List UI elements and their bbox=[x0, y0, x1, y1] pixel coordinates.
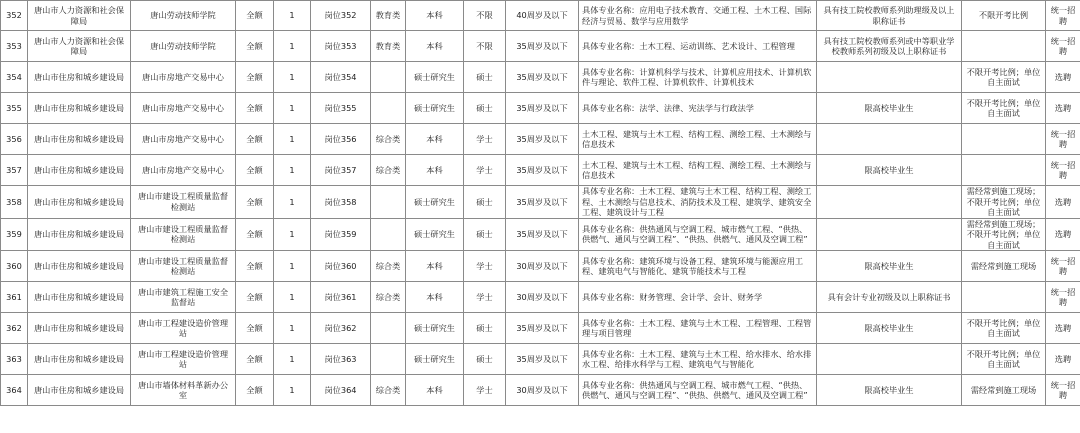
cell-post: 岗位358 bbox=[311, 186, 371, 219]
table-row bbox=[1, 1, 1080, 31]
cell-category: 综合类 bbox=[371, 375, 406, 406]
cell-post: 岗位362 bbox=[311, 313, 371, 344]
cell-major: 具体专业名称：计算机科学与技术、计算机应用技术、计算机软件与理论、软件工程、计算机软件、计算机技术 bbox=[579, 62, 817, 93]
cell-age: 30周岁及以下 bbox=[506, 282, 579, 313]
cell-department: 唐山市人力资源和社会保障局 bbox=[28, 31, 131, 62]
cell-department: 唐山市住房和城乡建设局 bbox=[28, 186, 131, 219]
cell-index: 357 bbox=[1, 155, 28, 186]
cell-unit: 唐山劳动技师学院 bbox=[131, 31, 236, 62]
cell-notes: 不限开考比例；单位自主面试 bbox=[962, 62, 1046, 93]
cell-count: 1 bbox=[274, 251, 311, 282]
cell-major: 具体专业名称：建筑环境与设备工程、建筑环境与能源应用工程、建筑电气与智能化、建筑节能技术与工程 bbox=[579, 251, 817, 282]
cell-index: 352 bbox=[1, 1, 28, 31]
cell-post: 岗位359 bbox=[311, 218, 371, 251]
cell-count: 1 bbox=[274, 1, 311, 31]
cell-degree: 学士 bbox=[464, 155, 506, 186]
cell-age: 35周岁及以下 bbox=[506, 155, 579, 186]
table-row bbox=[1, 344, 1080, 375]
table-row bbox=[1, 31, 1080, 62]
cell-index: 361 bbox=[1, 282, 28, 313]
cell-notes: 不限开考比例；单位自主面试 bbox=[962, 344, 1046, 375]
cell-method: 统一招聘 bbox=[1046, 124, 1080, 155]
cell-method: 选聘 bbox=[1046, 62, 1080, 93]
cell-degree: 硕士 bbox=[464, 93, 506, 124]
cell-major: 具体专业名称：土木工程、运动训练、艺术设计、工程管理 bbox=[579, 31, 817, 62]
cell-post: 岗位363 bbox=[311, 344, 371, 375]
cell-degree: 硕士 bbox=[464, 62, 506, 93]
cell-method: 选聘 bbox=[1046, 313, 1080, 344]
cell-count: 1 bbox=[274, 344, 311, 375]
cell-major: 具体专业名称：财务管理、会计学、会计、财务学 bbox=[579, 282, 817, 313]
cell-age: 30周岁及以下 bbox=[506, 375, 579, 406]
cell-category: 综合类 bbox=[371, 155, 406, 186]
cell-degree: 学士 bbox=[464, 124, 506, 155]
cell-category bbox=[371, 344, 406, 375]
cell-category bbox=[371, 62, 406, 93]
cell-department: 唐山市住房和城乡建设局 bbox=[28, 282, 131, 313]
cell-education: 硕士研究生 bbox=[406, 313, 464, 344]
cell-count: 1 bbox=[274, 186, 311, 219]
cell-funding: 全额 bbox=[236, 282, 274, 313]
cell-method: 统一招聘 bbox=[1046, 31, 1080, 62]
cell-major: 具体专业名称：供热通风与空调工程、城市燃气工程、“供热、供燃气、通风与空调工程”、“供热、供燃气、通风及空调工程” bbox=[579, 218, 817, 251]
cell-education: 本科 bbox=[406, 31, 464, 62]
cell-requirement: 具有会计专业初级及以上职称证书 bbox=[817, 282, 962, 313]
cell-notes: 不限开考比例 bbox=[962, 1, 1046, 31]
cell-age: 30周岁及以下 bbox=[506, 251, 579, 282]
table-row bbox=[1, 93, 1080, 124]
cell-category: 教育类 bbox=[371, 1, 406, 31]
table-row bbox=[1, 313, 1080, 344]
cell-method: 统一招聘 bbox=[1046, 375, 1080, 406]
cell-post: 岗位364 bbox=[311, 375, 371, 406]
cell-degree: 硕士 bbox=[464, 313, 506, 344]
cell-major: 土木工程、建筑与土木工程、结构工程、测绘工程、土木测绘与信息技术 bbox=[579, 124, 817, 155]
cell-degree: 学士 bbox=[464, 375, 506, 406]
cell-funding: 全额 bbox=[236, 155, 274, 186]
cell-count: 1 bbox=[274, 375, 311, 406]
cell-age: 35周岁及以下 bbox=[506, 93, 579, 124]
cell-method: 选聘 bbox=[1046, 93, 1080, 124]
cell-age: 35周岁及以下 bbox=[506, 186, 579, 219]
cell-count: 1 bbox=[274, 313, 311, 344]
cell-funding: 全额 bbox=[236, 186, 274, 219]
cell-major: 土木工程、建筑与土木工程、结构工程、测绘工程、土木测绘与信息技术 bbox=[579, 155, 817, 186]
cell-degree: 硕士 bbox=[464, 186, 506, 219]
cell-index: 359 bbox=[1, 218, 28, 251]
cell-department: 唐山市住房和城乡建设局 bbox=[28, 62, 131, 93]
cell-major: 具体专业名称：土木工程、建筑与土木工程、工程管理、工程管理与项目管理 bbox=[579, 313, 817, 344]
table-row bbox=[1, 124, 1080, 155]
cell-requirement bbox=[817, 186, 962, 219]
cell-unit: 唐山市房地产交易中心 bbox=[131, 124, 236, 155]
cell-unit: 唐山市房地产交易中心 bbox=[131, 155, 236, 186]
cell-unit: 唐山劳动技师学院 bbox=[131, 1, 236, 31]
cell-notes: 需经常到施工现场 bbox=[962, 251, 1046, 282]
cell-post: 岗位354 bbox=[311, 62, 371, 93]
cell-age: 35周岁及以下 bbox=[506, 344, 579, 375]
cell-funding: 全额 bbox=[236, 31, 274, 62]
cell-education: 本科 bbox=[406, 155, 464, 186]
cell-index: 362 bbox=[1, 313, 28, 344]
cell-major: 具体专业名称：应用电子技术教育、交通工程、土木工程、国际经济与贸易、数学与应用数学 bbox=[579, 1, 817, 31]
cell-index: 355 bbox=[1, 93, 28, 124]
cell-education: 硕士研究生 bbox=[406, 62, 464, 93]
cell-department: 唐山市住房和城乡建设局 bbox=[28, 313, 131, 344]
cell-degree: 不限 bbox=[464, 31, 506, 62]
cell-education: 硕士研究生 bbox=[406, 186, 464, 219]
cell-education: 本科 bbox=[406, 124, 464, 155]
cell-count: 1 bbox=[274, 31, 311, 62]
cell-category: 综合类 bbox=[371, 282, 406, 313]
cell-age: 35周岁及以下 bbox=[506, 31, 579, 62]
cell-post: 岗位352 bbox=[311, 1, 371, 31]
cell-requirement bbox=[817, 62, 962, 93]
cell-method: 统一招聘 bbox=[1046, 282, 1080, 313]
cell-unit: 唐山市建设工程质量监督检测站 bbox=[131, 218, 236, 251]
cell-unit: 唐山市工程建设造价管理站 bbox=[131, 344, 236, 375]
cell-age: 35周岁及以下 bbox=[506, 124, 579, 155]
cell-requirement: 限高校毕业生 bbox=[817, 313, 962, 344]
cell-method: 统一招聘 bbox=[1046, 155, 1080, 186]
cell-education: 本科 bbox=[406, 1, 464, 31]
cell-age: 35周岁及以下 bbox=[506, 62, 579, 93]
cell-notes: 不限开考比例；单位自主面试 bbox=[962, 93, 1046, 124]
cell-method: 统一招聘 bbox=[1046, 1, 1080, 31]
cell-department: 唐山市住房和城乡建设局 bbox=[28, 251, 131, 282]
cell-category: 综合类 bbox=[371, 251, 406, 282]
cell-notes bbox=[962, 155, 1046, 186]
cell-major: 具体专业名称：法学、法律、宪法学与行政法学 bbox=[579, 93, 817, 124]
cell-department: 唐山市住房和城乡建设局 bbox=[28, 124, 131, 155]
table-row bbox=[1, 155, 1080, 186]
cell-major: 具体专业名称：供热通风与空调工程、城市燃气工程、“供热、供燃气、通风与空调工程”、“供热、供燃气、通风及空调工程” bbox=[579, 375, 817, 406]
cell-category: 综合类 bbox=[371, 124, 406, 155]
cell-category bbox=[371, 218, 406, 251]
cell-category bbox=[371, 313, 406, 344]
cell-notes: 不限开考比例；单位自主面试 bbox=[962, 313, 1046, 344]
cell-count: 1 bbox=[274, 282, 311, 313]
cell-method: 统一招聘 bbox=[1046, 251, 1080, 282]
cell-funding: 全额 bbox=[236, 124, 274, 155]
cell-unit: 唐山市房地产交易中心 bbox=[131, 62, 236, 93]
cell-unit: 唐山市建设工程质量监督检测站 bbox=[131, 186, 236, 219]
cell-degree: 学士 bbox=[464, 282, 506, 313]
cell-funding: 全额 bbox=[236, 313, 274, 344]
cell-requirement: 限高校毕业生 bbox=[817, 93, 962, 124]
cell-degree: 硕士 bbox=[464, 344, 506, 375]
cell-notes bbox=[962, 31, 1046, 62]
cell-education: 硕士研究生 bbox=[406, 218, 464, 251]
cell-department: 唐山市住房和城乡建设局 bbox=[28, 218, 131, 251]
cell-count: 1 bbox=[274, 155, 311, 186]
cell-requirement: 具有技工院校教师系列或中等职业学校教师系列初级及以上职称证书 bbox=[817, 31, 962, 62]
cell-index: 358 bbox=[1, 186, 28, 219]
table-row bbox=[1, 251, 1080, 282]
cell-funding: 全额 bbox=[236, 375, 274, 406]
cell-index: 354 bbox=[1, 62, 28, 93]
cell-notes: 需经常到施工现场；不限开考比例；单位自主面试 bbox=[962, 218, 1046, 251]
table-row bbox=[1, 282, 1080, 313]
cell-post: 岗位357 bbox=[311, 155, 371, 186]
cell-department: 唐山市住房和城乡建设局 bbox=[28, 155, 131, 186]
cell-education: 本科 bbox=[406, 282, 464, 313]
cell-department: 唐山市住房和城乡建设局 bbox=[28, 375, 131, 406]
cell-index: 363 bbox=[1, 344, 28, 375]
cell-major: 具体专业名称：土木工程、建筑与土木工程、结构工程、测绘工程、土木测绘与信息技术、消防技术及工程、建筑学、建筑安全工程、建筑设计与工程 bbox=[579, 186, 817, 219]
cell-degree: 学士 bbox=[464, 251, 506, 282]
cell-education: 硕士研究生 bbox=[406, 93, 464, 124]
cell-requirement bbox=[817, 218, 962, 251]
cell-funding: 全额 bbox=[236, 1, 274, 31]
cell-post: 岗位353 bbox=[311, 31, 371, 62]
cell-funding: 全额 bbox=[236, 344, 274, 375]
cell-count: 1 bbox=[274, 218, 311, 251]
cell-department: 唐山市住房和城乡建设局 bbox=[28, 93, 131, 124]
cell-age: 40周岁及以下 bbox=[506, 1, 579, 31]
cell-requirement: 具有技工院校教师系列助理级及以上职称证书 bbox=[817, 1, 962, 31]
cell-requirement bbox=[817, 124, 962, 155]
cell-major: 具体专业名称：土木工程、建筑与土木工程、给水排水、给水排水工程、给排水科学与工程、建筑电气与智能化 bbox=[579, 344, 817, 375]
cell-education: 本科 bbox=[406, 251, 464, 282]
cell-requirement: 限高校毕业生 bbox=[817, 251, 962, 282]
cell-age: 35周岁及以下 bbox=[506, 218, 579, 251]
cell-unit: 唐山市墙体材料革新办公室 bbox=[131, 375, 236, 406]
cell-funding: 全额 bbox=[236, 93, 274, 124]
cell-notes bbox=[962, 124, 1046, 155]
cell-requirement: 限高校毕业生 bbox=[817, 375, 962, 406]
cell-unit: 唐山市建筑工程施工安全监督站 bbox=[131, 282, 236, 313]
cell-count: 1 bbox=[274, 124, 311, 155]
table-row bbox=[1, 375, 1080, 406]
cell-count: 1 bbox=[274, 93, 311, 124]
table-row bbox=[1, 62, 1080, 93]
cell-unit: 唐山市建设工程质量监督检测站 bbox=[131, 251, 236, 282]
cell-notes: 需经常到施工现场 bbox=[962, 375, 1046, 406]
cell-index: 364 bbox=[1, 375, 28, 406]
cell-unit: 唐山市房地产交易中心 bbox=[131, 93, 236, 124]
table-row bbox=[1, 186, 1080, 219]
cell-method: 选聘 bbox=[1046, 218, 1080, 251]
cell-age: 35周岁及以下 bbox=[506, 313, 579, 344]
cell-notes: 需经常到施工现场；不限开考比例；单位自主面试 bbox=[962, 186, 1046, 219]
cell-index: 360 bbox=[1, 251, 28, 282]
cell-requirement: 限高校毕业生 bbox=[817, 155, 962, 186]
cell-education: 本科 bbox=[406, 375, 464, 406]
cell-unit: 唐山市工程建设造价管理站 bbox=[131, 313, 236, 344]
cell-department: 唐山市住房和城乡建设局 bbox=[28, 344, 131, 375]
cell-post: 岗位360 bbox=[311, 251, 371, 282]
cell-education: 硕士研究生 bbox=[406, 344, 464, 375]
table-row bbox=[1, 218, 1080, 251]
cell-post: 岗位355 bbox=[311, 93, 371, 124]
cell-requirement bbox=[817, 344, 962, 375]
cell-category bbox=[371, 186, 406, 219]
cell-index: 356 bbox=[1, 124, 28, 155]
cell-index: 353 bbox=[1, 31, 28, 62]
cell-category: 教育类 bbox=[371, 31, 406, 62]
table-body bbox=[1, 1, 1080, 406]
cell-post: 岗位356 bbox=[311, 124, 371, 155]
cell-notes bbox=[962, 282, 1046, 313]
cell-post: 岗位361 bbox=[311, 282, 371, 313]
cell-method: 选聘 bbox=[1046, 344, 1080, 375]
cell-method: 选聘 bbox=[1046, 186, 1080, 219]
cell-funding: 全额 bbox=[236, 251, 274, 282]
cell-funding: 全额 bbox=[236, 62, 274, 93]
cell-category bbox=[371, 93, 406, 124]
cell-department: 唐山市人力资源和社会保障局 bbox=[28, 1, 131, 31]
cell-funding: 全额 bbox=[236, 218, 274, 251]
cell-degree: 不限 bbox=[464, 1, 506, 31]
cell-count: 1 bbox=[274, 62, 311, 93]
cell-degree: 硕士 bbox=[464, 218, 506, 251]
